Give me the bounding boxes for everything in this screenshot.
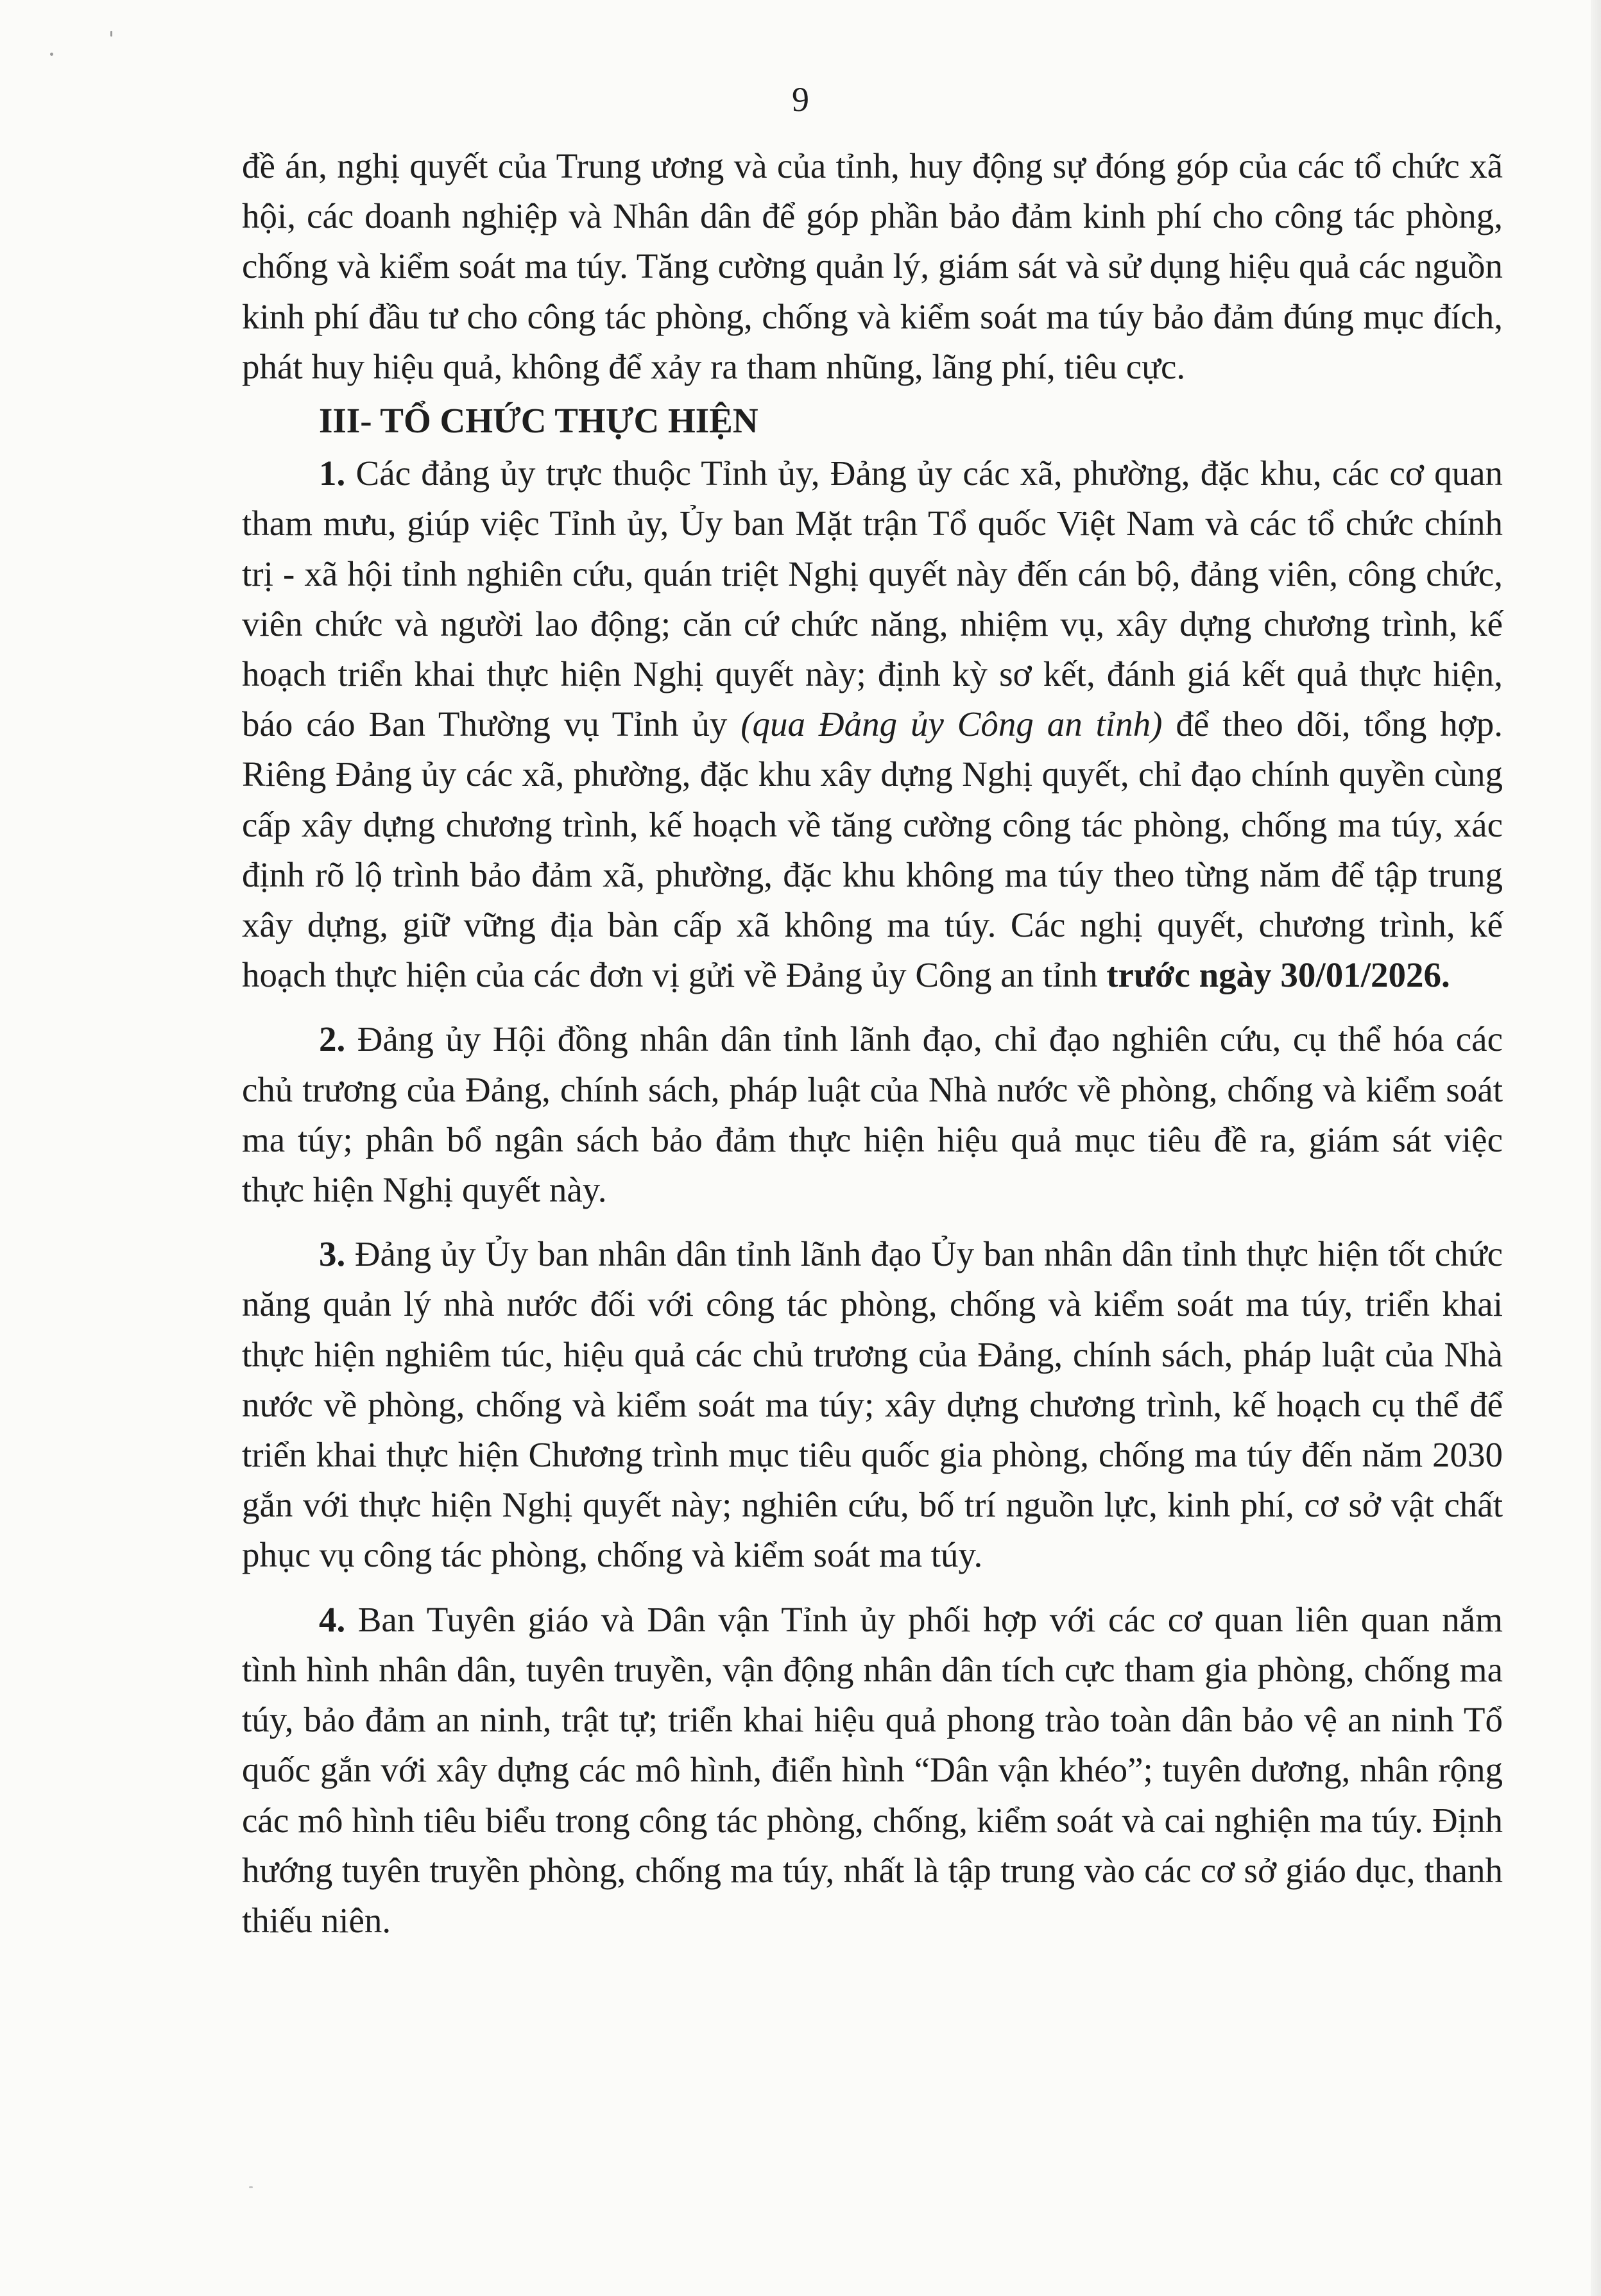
document-body <box>242 141 1503 1946</box>
item-4-text: Ban Tuyên giáo và Dân vận Tỉnh ủy phối hợp với các cơ quan liên quan nắm tình hình nhân dân, tuyên truyền, vận động nhân dân tích cực tham gia phòng, chống ma túy, bảo đảm an ninh, trật tự; triển khai hiệu quả phong trào toàn dân bảo vệ an ninh Tổ quốc gắn với xây dựng các mô hình, điển hình “Dân vận khéo”; tuyên dương, nhân rộng các mô hình tiêu biểu trong công tác phòng, chống, kiểm soát và cai nghiện ma túy. Định hướng tuyên truyền phòng, chống ma túy, nhất là tập trung vào các cơ sở giáo dục, thanh thiếu niên. <box>242 1599 1503 1940</box>
item-2-text: Đảng ủy Hội đồng nhân dân tỉnh lãnh đạo, chỉ đạo nghiên cứu, cụ thể hóa các chủ trương của Đảng, chính sách, pháp luật của Nhà nước về phòng, chống và kiểm soát ma túy; phân bổ ngân sách bảo đảm thực hiện hiệu quả mục tiêu đề ra, giám sát việc thực hiện Nghị quyết này. <box>242 1019 1503 1210</box>
item-1-number: 1. <box>319 454 346 493</box>
page-number: 9 <box>792 80 809 119</box>
scan-edge-shadow <box>1591 0 1601 2296</box>
item-4-number: 4. <box>319 1599 346 1639</box>
scan-speck <box>249 2186 253 2188</box>
item-3-paragraph <box>242 1229 1503 1580</box>
item-1-italic-note: (qua Đảng ủy Công an tỉnh) <box>741 704 1163 744</box>
item-3-text: Đảng ủy Ủy ban nhân dân tỉnh lãnh đạo Ủy ban nhân dân tỉnh thực hiện tốt chức năng quản lý nhà nước đối với công tác phòng, chống và kiểm soát ma túy, triển khai thực hiện nghiêm túc, hiệu quả các chủ trương của Đảng, chính sách, pháp luật của Nhà nước về phòng, chống và kiểm soát ma túy; xây dựng chương trình, kế hoạch cụ thể để triển khai thực hiện Chương trình mục tiêu quốc gia phòng, chống ma túy đến năm 2030 gắn với thực hiện Nghị quyết này; nghiên cứu, bố trí nguồn lực, kinh phí, cơ sở vật chất phục vụ công tác phòng, chống và kiểm soát ma túy. <box>242 1234 1503 1575</box>
scan-speck <box>50 53 53 56</box>
item-4-paragraph <box>242 1595 1503 1946</box>
section-heading: III- TỔ CHỨC THỰC HIỆN <box>319 401 758 441</box>
item-2-number: 2. <box>319 1019 346 1059</box>
item-2-paragraph <box>242 1014 1503 1215</box>
item-1-text-a: Các đảng ủy trực thuộc Tỉnh ủy, Đảng ủy các xã, phường, đặc khu, các cơ quan tham mưu, giúp việc Tỉnh ủy, Ủy ban Mặt trận Tổ quốc Việt Nam và các tổ chức chính trị - xã hội tỉnh nghiên cứu, quán triệt Nghị quyết này đến cán bộ, đảng viên, công chức, viên chức và người lao động; căn cứ chức năng, nhiệm vụ, xây dựng chương trình, kế hoạch triển khai thực hiện Nghị quyết này; định kỳ sơ kết, đánh giá kết quả thực hiện, báo cáo Ban Thường vụ Tỉnh ủy <box>242 454 1503 744</box>
scan-speck <box>110 31 112 37</box>
item-1-paragraph <box>242 448 1503 1000</box>
item-1-deadline: trước ngày 30/01/2026. <box>1106 955 1450 995</box>
item-3-number: 3. <box>319 1234 346 1274</box>
item-1-text-b: để theo dõi, tổng hợp. Riêng Đảng ủy các xã, phường, đặc khu xây dựng Nghị quyết, chỉ đạo chính quyền cùng cấp xây dựng chương trình, kế hoạch về tăng cường công tác phòng, chống ma túy, xác định rõ lộ trình bảo đảm xã, phường, đặc khu không ma túy theo từng năm để tập trung xây dựng, giữ vững địa bàn cấp xã không ma túy. Các nghị quyết, chương trình, kế hoạch thực hiện của các đơn vị gửi về Đảng ủy Công an tỉnh <box>242 704 1503 995</box>
intro-paragraph: đề án, nghị quyết của Trung ương và của tỉnh, huy động sự đóng góp của các tổ chức xã hội, các doanh nghiệp và Nhân dân để góp phần bảo đảm kinh phí cho công tác phòng, chống và kiểm soát ma túy. Tăng cường quản lý, giám sát và sử dụng hiệu quả các nguồn kinh phí đầu tư cho công tác phòng, chống và kiểm soát ma túy bảo đảm đúng mục đích, phát huy hiệu quả, không để xảy ra tham nhũng, lãng phí, tiêu cực. <box>242 146 1503 386</box>
